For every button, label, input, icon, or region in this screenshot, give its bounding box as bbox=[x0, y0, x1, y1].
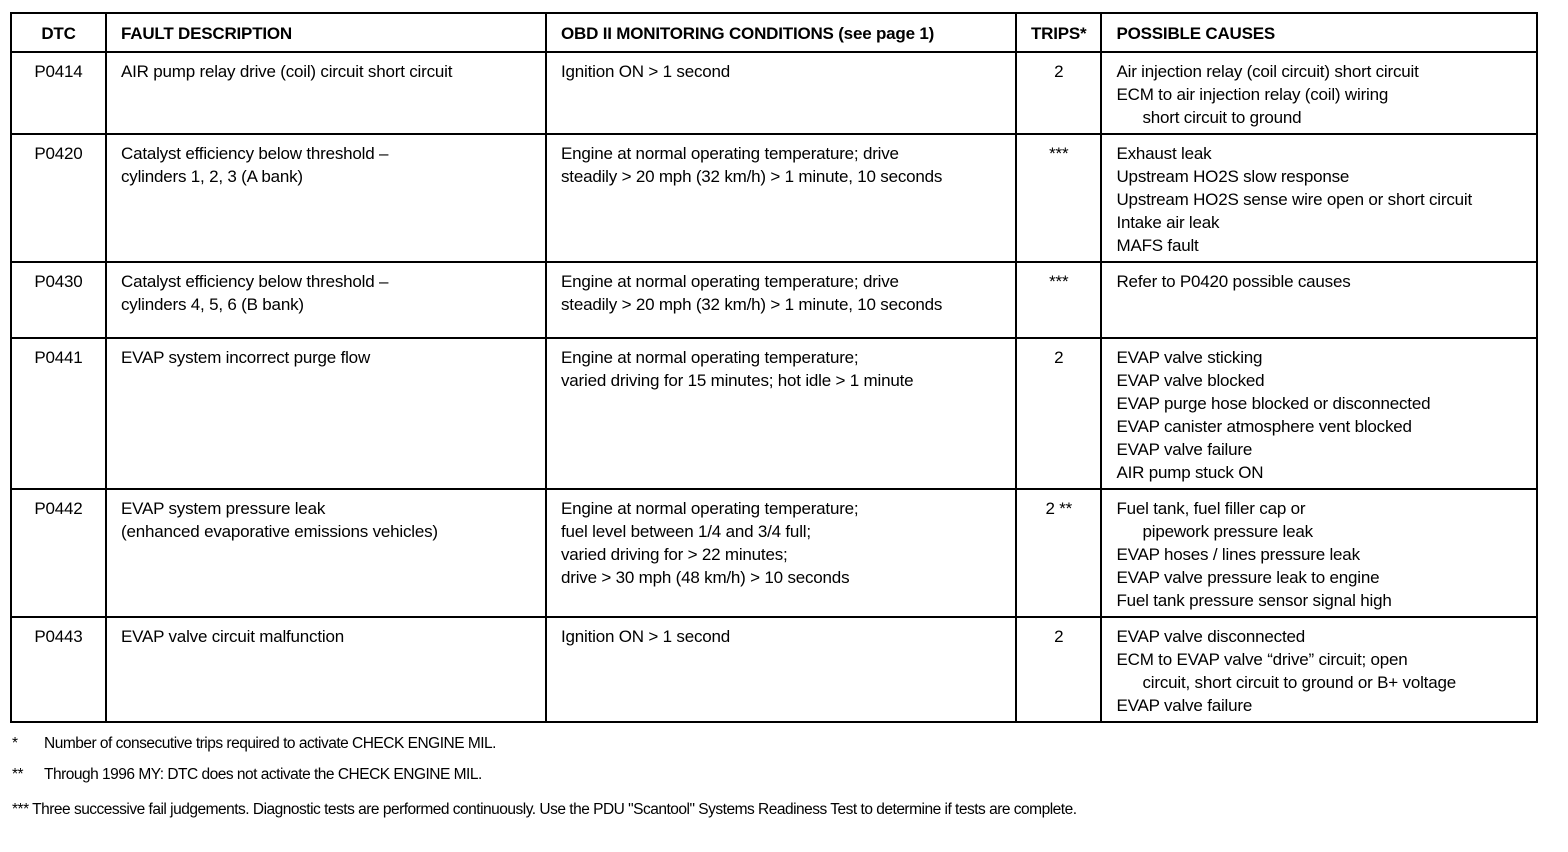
table-header-row bbox=[11, 13, 1537, 52]
monitoring-conditions bbox=[546, 52, 1016, 134]
fault-description bbox=[106, 52, 546, 134]
cell-line: EVAP valve blocked bbox=[1116, 371, 1265, 390]
cell-line: AIR pump relay drive (coil) circuit short circuit bbox=[121, 62, 453, 81]
cell-line: steadily > 20 mph (32 km/h) > 1 minute, 10 seconds bbox=[561, 167, 943, 186]
cell-line: EVAP system pressure leak bbox=[121, 499, 326, 518]
fault-description bbox=[106, 489, 546, 617]
trips-count: *** bbox=[1016, 262, 1101, 338]
trips-count: 2 bbox=[1016, 52, 1101, 134]
cell-line: varied driving for 15 minutes; hot idle > 1 minute bbox=[561, 371, 914, 390]
header-possible-causes: POSSIBLE CAUSES bbox=[1101, 13, 1537, 52]
cell-line: EVAP valve pressure leak to engine bbox=[1116, 568, 1380, 587]
monitoring-conditions bbox=[546, 617, 1016, 722]
table-row bbox=[11, 617, 1537, 722]
monitoring-conditions bbox=[546, 262, 1016, 338]
footnote-mark: *** bbox=[12, 801, 29, 818]
cell-line: EVAP valve failure bbox=[1116, 696, 1253, 715]
cell-line: Engine at normal operating temperature; drive bbox=[561, 272, 899, 291]
cell-line: (enhanced evaporative emissions vehicles) bbox=[121, 522, 438, 541]
cell-line: varied driving for > 22 minutes; bbox=[561, 545, 788, 564]
cell-line: EVAP hoses / lines pressure leak bbox=[1116, 545, 1360, 564]
cell-line: fuel level between 1/4 and 3/4 full; bbox=[561, 522, 811, 541]
possible-causes bbox=[1101, 489, 1537, 617]
possible-causes bbox=[1101, 134, 1537, 262]
cell-line: EVAP purge hose blocked or disconnected bbox=[1116, 394, 1431, 413]
cell-line: short circuit to ground bbox=[1142, 108, 1302, 127]
cell-line: Fuel tank pressure sensor signal high bbox=[1116, 591, 1392, 610]
cell-line: drive > 30 mph (48 km/h) > 10 seconds bbox=[561, 568, 850, 587]
dtc-code: P0441 bbox=[11, 338, 106, 489]
dtc-code: P0443 bbox=[11, 617, 106, 722]
table-row bbox=[11, 338, 1537, 489]
cell-line: cylinders 4, 5, 6 (B bank) bbox=[121, 295, 304, 314]
cell-line: Ignition ON > 1 second bbox=[561, 627, 731, 646]
dtc-code: P0430 bbox=[11, 262, 106, 338]
cell-line: ECM to EVAP valve “drive” circuit; open bbox=[1116, 650, 1408, 669]
footnote-text: Number of consecutive trips required to activate CHECK ENGINE MIL. bbox=[44, 735, 496, 752]
header-fault-description: FAULT DESCRIPTION bbox=[106, 13, 546, 52]
header-trips: TRIPS* bbox=[1016, 13, 1101, 52]
dtc-code: P0414 bbox=[11, 52, 106, 134]
cell-line: Engine at normal operating temperature; bbox=[561, 348, 859, 367]
table-row bbox=[11, 262, 1537, 338]
cell-line: Upstream HO2S slow response bbox=[1116, 167, 1350, 186]
cell-line: AIR pump stuck ON bbox=[1116, 463, 1264, 482]
cell-line: Ignition ON > 1 second bbox=[561, 62, 731, 81]
table-row bbox=[11, 489, 1537, 617]
footnote bbox=[12, 801, 1077, 819]
cell-line: EVAP valve disconnected bbox=[1116, 627, 1305, 646]
footnote-mark: ** bbox=[12, 766, 24, 783]
cell-line: Air injection relay (coil circuit) short circuit bbox=[1116, 62, 1419, 81]
header-obd-conditions: OBD II MONITORING CONDITIONS (see page 1) bbox=[546, 13, 1016, 52]
table-row bbox=[11, 134, 1537, 262]
table-row bbox=[11, 52, 1537, 134]
cell-line: pipework pressure leak bbox=[1142, 522, 1313, 541]
cell-line: Engine at normal operating temperature; bbox=[561, 499, 859, 518]
trips-count: 2 bbox=[1016, 617, 1101, 722]
cell-line: Catalyst efficiency below threshold – bbox=[121, 272, 389, 291]
footnote-mark: * bbox=[12, 735, 18, 752]
cell-line: steadily > 20 mph (32 km/h) > 1 minute, 10 seconds bbox=[561, 295, 943, 314]
cell-line: EVAP valve circuit malfunction bbox=[121, 627, 344, 646]
cell-line: cylinders 1, 2, 3 (A bank) bbox=[121, 167, 303, 186]
cell-line: ECM to air injection relay (coil) wiring bbox=[1116, 85, 1389, 104]
cell-line: Catalyst efficiency below threshold – bbox=[121, 144, 389, 163]
cell-line: EVAP valve failure bbox=[1116, 440, 1253, 459]
fault-description bbox=[106, 134, 546, 262]
fault-description bbox=[106, 262, 546, 338]
monitoring-conditions bbox=[546, 489, 1016, 617]
trips-count: 2 ** bbox=[1016, 489, 1101, 617]
cell-line: Engine at normal operating temperature; drive bbox=[561, 144, 899, 163]
cell-line: Fuel tank, fuel filler cap or bbox=[1116, 499, 1306, 518]
cell-line: Intake air leak bbox=[1116, 213, 1220, 232]
monitoring-conditions bbox=[546, 338, 1016, 489]
possible-causes bbox=[1101, 617, 1537, 722]
fault-description bbox=[106, 338, 546, 489]
monitoring-conditions bbox=[546, 134, 1016, 262]
possible-causes bbox=[1101, 52, 1537, 134]
footnote-text: Through 1996 MY: DTC does not activate the CHECK ENGINE MIL. bbox=[44, 766, 482, 783]
possible-causes bbox=[1101, 338, 1537, 489]
cell-line: Upstream HO2S sense wire open or short circuit bbox=[1116, 190, 1472, 209]
cell-line: Refer to P0420 possible causes bbox=[1116, 272, 1351, 291]
cell-line: EVAP valve sticking bbox=[1116, 348, 1263, 367]
cell-line: circuit, short circuit to ground or B+ voltage bbox=[1142, 673, 1456, 692]
footnote bbox=[12, 735, 496, 753]
footnote-text: Three successive fail judgements. Diagnostic tests are performed continuously. Use the PDU "Scantool" Systems Readiness Test to determine if tests are complete. bbox=[32, 801, 1077, 818]
cell-line: EVAP system incorrect purge flow bbox=[121, 348, 371, 367]
fault-description bbox=[106, 617, 546, 722]
header-dtc: DTC bbox=[11, 13, 106, 52]
trips-count: 2 bbox=[1016, 338, 1101, 489]
footnote bbox=[12, 766, 482, 784]
table-body bbox=[11, 52, 1537, 722]
dtc-table bbox=[10, 12, 1538, 723]
cell-line: EVAP canister atmosphere vent blocked bbox=[1116, 417, 1412, 436]
trips-count: *** bbox=[1016, 134, 1101, 262]
cell-line: Exhaust leak bbox=[1116, 144, 1212, 163]
possible-causes bbox=[1101, 262, 1537, 338]
cell-line: MAFS fault bbox=[1116, 236, 1199, 255]
dtc-code: P0442 bbox=[11, 489, 106, 617]
dtc-code: P0420 bbox=[11, 134, 106, 262]
